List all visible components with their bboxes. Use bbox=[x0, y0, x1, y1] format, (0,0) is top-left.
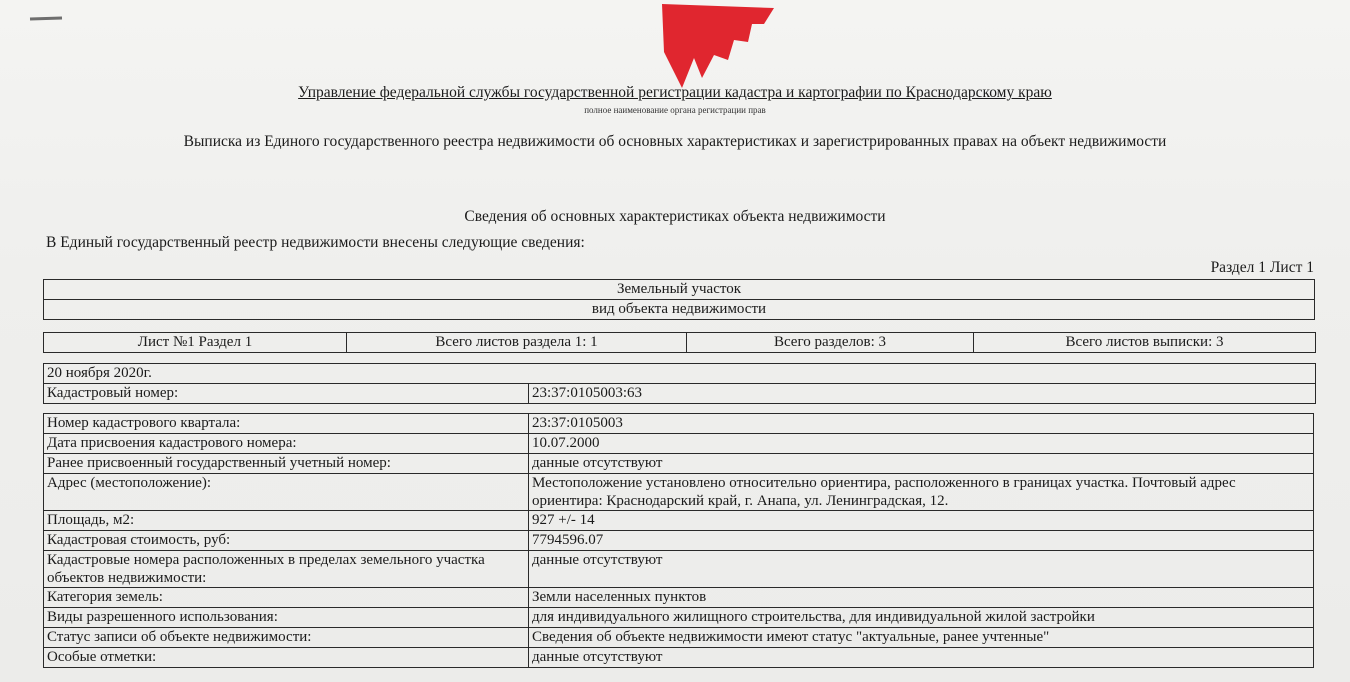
organization-caption: полное наименование органа регистрации прав bbox=[584, 105, 766, 115]
row-label: Дата присвоения кадастрового номера: bbox=[44, 434, 529, 454]
row-value: данные отсутствуют bbox=[529, 454, 1314, 474]
section-subtitle: Сведения об основных характеристиках объекта недвижимости bbox=[464, 208, 886, 225]
sheets-total: Всего листов выписки: 3 bbox=[974, 333, 1316, 353]
red-stamp-icon bbox=[660, 0, 780, 90]
row-value: Земли населенных пунктов bbox=[529, 588, 1314, 608]
cadastral-number-value: 23:37:0105003:63 bbox=[529, 384, 1316, 404]
row-label: Площадь, м2: bbox=[44, 511, 529, 531]
characteristics-table bbox=[43, 413, 1314, 668]
document-title: Выписка из Единого государственного реестра недвижимости об основных характеристиках и зарегистрированных правах на объект недвижимости bbox=[183, 133, 1167, 150]
table-row bbox=[44, 511, 1314, 531]
section-reference: Раздел 1 Лист 1 bbox=[1210, 259, 1314, 276]
header-info-table bbox=[43, 363, 1316, 404]
row-label: Кадастровая стоимость, руб: bbox=[44, 531, 529, 551]
row-value: данные отсутствуют bbox=[529, 551, 1314, 588]
table-row bbox=[44, 551, 1314, 588]
organization-name: Управление федеральной службы государственной регистрации кадастра и картографии по Краснодарскому краю bbox=[298, 84, 1052, 101]
row-label: Виды разрешенного использования: bbox=[44, 608, 529, 628]
object-type: Земельный участок bbox=[44, 280, 1315, 300]
row-value: для индивидуального жилищного строительства, для индивидуальной жилой застройки bbox=[529, 608, 1314, 628]
row-value: Местоположение установлено относительно ориентира, расположенного в границах участка. Почтовый адрес ориентира: Краснодарский край, г. Анапа, ул. Ленинградская, 12. bbox=[529, 474, 1314, 511]
sections-total: Всего разделов: 3 bbox=[687, 333, 974, 353]
row-label: Статус записи об объекте недвижимости: bbox=[44, 628, 529, 648]
row-label: Ранее присвоенный государственный учетный номер: bbox=[44, 454, 529, 474]
sheets-in-section: Всего листов раздела 1: 1 bbox=[347, 333, 687, 353]
table-row bbox=[44, 588, 1314, 608]
table-row bbox=[44, 608, 1314, 628]
row-value: данные отсутствуют bbox=[529, 648, 1314, 668]
cadastral-number-label: Кадастровый номер: bbox=[44, 384, 529, 404]
intro-text: В Единый государственный реестр недвижимости внесены следующие сведения: bbox=[46, 234, 585, 251]
table-row bbox=[44, 414, 1314, 434]
row-label: Адрес (местоположение): bbox=[44, 474, 529, 511]
sheet-number: Лист №1 Раздел 1 bbox=[44, 333, 347, 353]
table-row bbox=[44, 628, 1314, 648]
row-label: Категория земель: bbox=[44, 588, 529, 608]
table-row bbox=[44, 531, 1314, 551]
object-type-table bbox=[43, 279, 1315, 320]
row-value: 7794596.07 bbox=[529, 531, 1314, 551]
row-value: 927 +/- 14 bbox=[529, 511, 1314, 531]
row-label: Кадастровые номера расположенных в пределах земельного участка объектов недвижимости: bbox=[44, 551, 529, 588]
row-value: 10.07.2000 bbox=[529, 434, 1314, 454]
row-value: Сведения об объекте недвижимости имеют статус "актуальные, ранее учтенные" bbox=[529, 628, 1314, 648]
pen-mark bbox=[30, 16, 62, 20]
row-label: Особые отметки: bbox=[44, 648, 529, 668]
row-label: Номер кадастрового квартала: bbox=[44, 414, 529, 434]
table-row bbox=[44, 434, 1314, 454]
row-value: 23:37:0105003 bbox=[529, 414, 1314, 434]
table-row bbox=[44, 648, 1314, 668]
sheet-info-table bbox=[43, 332, 1316, 353]
table-row bbox=[44, 474, 1314, 511]
extract-date: 20 ноября 2020г. bbox=[44, 364, 1316, 384]
object-type-caption: вид объекта недвижимости bbox=[44, 300, 1315, 320]
table-row bbox=[44, 454, 1314, 474]
